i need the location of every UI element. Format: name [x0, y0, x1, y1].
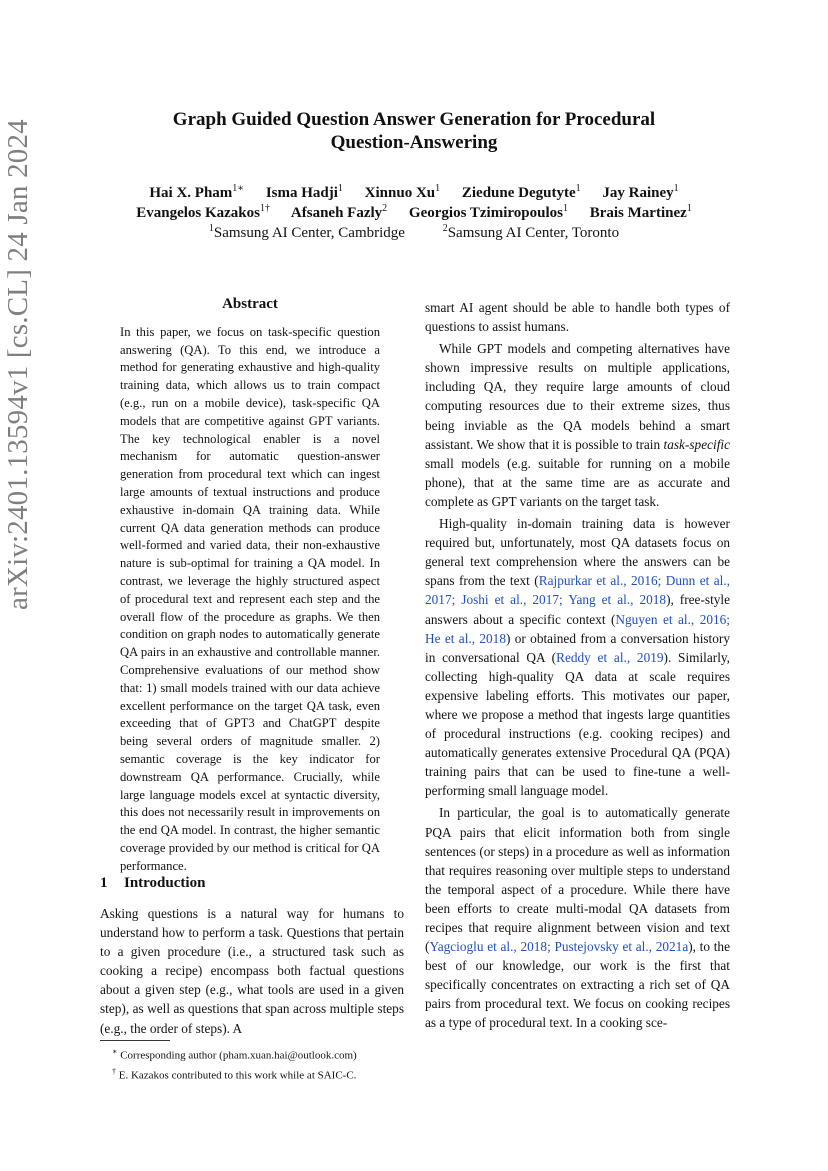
author-sup: 1: [673, 183, 679, 194]
footnote-text: Corresponding author (pham.xuan.hai@outlook.com): [120, 1049, 357, 1062]
author-sup: 2: [382, 203, 388, 214]
author-sup: 1: [435, 183, 441, 194]
author-name: Brais Martinez: [589, 205, 687, 221]
paragraph: smart AI agent should be able to handle both types of questions to assist humans.: [425, 300, 730, 335]
section-title: Introduction: [124, 875, 206, 891]
paper-title: [100, 108, 728, 154]
section-heading-introduction: [100, 875, 205, 892]
author-name: Hai X. Pham: [149, 185, 233, 201]
author-name: Jay Rainey: [602, 185, 674, 201]
author-sup: 1∗: [232, 183, 245, 194]
section-number: 1: [100, 875, 108, 891]
intro-paragraph: Asking questions is a natural way for humans to understand how to perform a task. Questions that pertain to a given procedure (i.e., a structured task such as cooking a recipe) encompass both factual questions about a given step (e.g., what tools are used in a given step), as well as questions that span across multiple steps (e.g., the order of steps). A: [100, 906, 404, 1036]
text-run: ), free-style answers about a specific context (: [425, 592, 731, 627]
citation-link[interactable]: Yagcioglu et al., 2018; Pustejovsky et al., 2021a: [429, 939, 689, 955]
arxiv-stamp: arXiv:2401.13594v1 [cs.CL] 24 Jan 2024: [2, 119, 34, 610]
footnotes: [112, 1044, 412, 1084]
author-name: Evangelos Kazakos: [136, 205, 260, 221]
author-sup: 1: [337, 183, 343, 194]
author-name: Georgios Tzimiropoulos: [408, 205, 563, 221]
author-name: Xinnuo Xu: [364, 185, 436, 201]
affiliation: Samsung AI Center, Toronto: [447, 225, 620, 241]
footnote: [112, 1064, 412, 1084]
footnote: [112, 1044, 412, 1064]
citation-link[interactable]: Reddy et al., 2019: [556, 649, 664, 665]
citation-link[interactable]: Nguyen et al., 2016; He et al., 2018: [425, 611, 730, 646]
text-run: High-quality in-domain training data is however required but, unfortunately, most QA datasets focus on general text comprehension where the answers can be spans from the text (: [425, 516, 730, 589]
abstract-section: [120, 296, 380, 876]
author-sup: 1: [562, 203, 568, 214]
intro-left-column: [100, 904, 404, 1038]
text-run: ), to the best of our knowledge, our work is the first that specifically concentrates on extracting a rich set of QA pairs from procedural text. We focus on cooking recipes as a type of procedural text. In a cooking sce-: [425, 939, 730, 1031]
author-sup: 1†: [259, 203, 270, 214]
paragraph: [425, 803, 730, 1032]
author-name: Afsaneh Fazly: [290, 205, 383, 221]
footnote-mark: ∗: [112, 1047, 118, 1056]
author-block: [90, 183, 738, 243]
footnote-mark: †: [112, 1067, 116, 1077]
text-run: ). Similarly, collecting high-quality QA data at scale requires expensive labeling efforts. This motivates our paper, where we propose a method that ingests large quantities of procedural instructions (e.g. cooking recipes) and automatically generates extensive Procedural QA (PQA) training pairs that can be used to fine-tune a well-performing small language model.: [425, 649, 731, 799]
footnote-text: E. Kazakos contributed to this work while at SAIC-C.: [118, 1069, 357, 1082]
text-run: While GPT models and competing alternatives have shown impressive results on multiple applications, including QA, they require large amounts of cloud computing resources due to their extreme sizes, thus being inviable as the QA models behind a smart assistant. We show that it is possible to train: [425, 341, 730, 452]
affiliation: Samsung AI Center, Cambridge: [213, 225, 405, 241]
footnote-rule: [100, 1040, 170, 1041]
affiliation-row: [90, 223, 738, 243]
affil-sup: 2: [442, 223, 448, 234]
author-name: Ziedune Degutyte: [461, 185, 576, 201]
right-column: [425, 298, 730, 1036]
paragraph: [425, 514, 730, 800]
author-sup: 1: [575, 183, 581, 194]
text-run: ) or obtained from a conversation history in conversational QA (: [425, 630, 730, 665]
emphasis: task-specific: [663, 436, 730, 452]
text-run: In particular, the goal is to automatically generate PQA pairs that elicit information both from single sentences (or steps) in a procedure as well as information that requires reasoning over multiple steps to understand the temporal aspect of a procedure. While there have been efforts to create multi-modal QA datasets from recipes that require alignment between vision and text (: [425, 805, 730, 955]
affil-sup: 1: [208, 223, 214, 234]
title-line-1: Graph Guided Question Answer Generation for Procedural: [172, 109, 656, 130]
paragraph: [425, 339, 730, 511]
author-name: Isma Hadji: [265, 185, 338, 201]
text-run: small models (e.g. suitable for running on a mobile phone), that at the same time are as accurate and complete as GPT variants on the target task.: [425, 455, 730, 509]
author-row-1: [90, 183, 738, 203]
abstract-body: In this paper, we focus on task-specific question answering (QA). To this end, we introduce a method for generating exhaustive and high-quality training data, which allows us to train compact (e.g., run on a mobile device), task-specific QA models that are competitive against GPT variants. The key technological enabler is a novel mechanism for automatic question-answer generation from procedural text which can ingest large amounts of textual instructions and produce exhaustive in-domain QA training data. While current QA data generation methods can produce well-formed and varied data, their non-exhaustive nature is sub-optimal for training a QA model. In contrast, we leverage the highly structured aspect of procedural text and represent each step and the overall flow of the procedure as graphs. We then condition on graph nodes to automatically generate QA pairs in an exhaustive and controllable manner. Comprehensive evaluations of our method show that: 1) small models trained with our data achieve excellent performance on the target QA task, even exceeding that of GPT3 and ChatGPT despite being several orders of magnitude smaller. 2) semantic coverage is the key indicator for downstream QA performance. Crucially, while large language models excel at syntactic diversity, this does not necessarily result in improvements on the end QA model. In contrast, the higher semantic coverage provided by our method is critical for QA performance.: [120, 324, 380, 873]
title-line-2: Question-Answering: [330, 132, 498, 153]
citation-link[interactable]: Rajpurkar et al., 2016; Dunn et al., 2017; Joshi et al., 2017; Yang et al., 2018: [425, 573, 730, 608]
author-sup: 1: [686, 203, 692, 214]
abstract-heading: Abstract: [222, 296, 278, 312]
author-row-2: [90, 203, 738, 223]
